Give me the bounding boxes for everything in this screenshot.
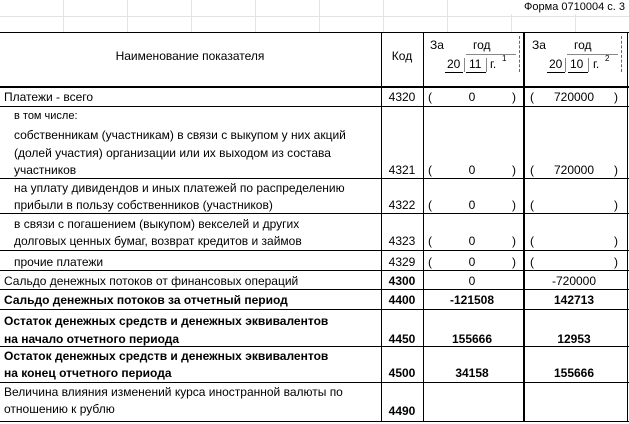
header-code-col: Код bbox=[391, 49, 413, 63]
row-4500-code: 4500 bbox=[388, 366, 416, 380]
row-4450-value-2010: 12953 bbox=[557, 332, 591, 346]
row-4323-label-line1: в связи с погашением (выкупом) векселей и других bbox=[14, 217, 300, 231]
header-period2-suffix: г. bbox=[593, 57, 600, 71]
row-4450-code: 4450 bbox=[388, 332, 416, 346]
row-4300-value-2010: -720000 bbox=[551, 274, 597, 288]
row-4450-value-2011: 155666 bbox=[451, 332, 493, 346]
row-4450-label-line2: на начало отчетного периода bbox=[4, 332, 180, 346]
header-name-col: Наименование показателя bbox=[115, 49, 265, 63]
header-period1-suffix: г. bbox=[490, 57, 497, 71]
row-4322-code: 4322 bbox=[388, 198, 416, 212]
row-4400-value-2010: 142713 bbox=[553, 293, 595, 307]
row-4329-code: 4329 bbox=[388, 255, 416, 269]
header-period2-prefix: 20 bbox=[549, 57, 563, 71]
row-4500-value-2010: 155666 bbox=[553, 366, 595, 380]
header-period1-year: 11 bbox=[469, 57, 482, 71]
row-4321-label-intro: в том числе: bbox=[14, 110, 78, 122]
row-4322-label-line1: на уплату дивидендов и иных платежей по распределению bbox=[14, 181, 345, 195]
row-4321-label-line2: (долей участия) организации или их выходом из состава bbox=[14, 146, 331, 160]
row-4322-value-2011: 0 bbox=[468, 198, 476, 212]
form-title: Форма 0710004 с. 3 bbox=[524, 1, 625, 13]
header-period2-za: За bbox=[532, 38, 546, 52]
row-4300-code: 4300 bbox=[388, 274, 416, 288]
row-4329-value-2011: 0 bbox=[468, 255, 476, 269]
row-4400-value-2011: -121508 bbox=[449, 293, 495, 307]
row-4400-label: Сальдо денежных потоков за отчетный период bbox=[4, 293, 288, 307]
row-4321-label-line1: собственникам (участникам) в связи с выкупом у них акций bbox=[14, 128, 346, 142]
header-period1-za: За bbox=[430, 38, 444, 52]
row-4320-value-2011: 0 bbox=[468, 90, 476, 104]
row-4321-value-2011: 0 bbox=[468, 163, 476, 177]
row-4300-value-2011: 0 bbox=[468, 274, 476, 288]
row-4300-label: Сальдо денежных потоков от финансовых операций bbox=[4, 274, 299, 288]
row-4490-code: 4490 bbox=[388, 404, 416, 418]
row-4323-label-line2: долговых ценных бумаг, возврат кредитов и займов bbox=[14, 234, 302, 248]
row-4329-label: прочие платежи bbox=[14, 255, 104, 269]
row-4490-label-line2: отношению к рублю bbox=[4, 402, 115, 416]
row-4323-code: 4323 bbox=[388, 234, 416, 248]
row-4321-value-2010: 720000 bbox=[553, 163, 595, 177]
row-4450-label-line1: Остаток денежных средств и денежных эквивалентов bbox=[4, 314, 329, 328]
row-4320-code: 4320 bbox=[388, 90, 416, 104]
row-4320-label: Платежи - всего bbox=[4, 90, 94, 104]
row-4321-label-line3: участников bbox=[14, 163, 77, 177]
row-4500-label-line2: на конец отчетного периода bbox=[4, 366, 172, 380]
row-4500-label-line1: Остаток денежных средств и денежных эквивалентов bbox=[4, 349, 329, 363]
row-4490-label-line1: Величина влияния изменений курса иностранной валюты по bbox=[4, 385, 343, 399]
row-4320-value-2010: 720000 bbox=[553, 90, 595, 104]
row-4321-code: 4321 bbox=[388, 163, 416, 177]
header-period1-prefix: 20 bbox=[447, 57, 461, 71]
row-4323-value-2011: 0 bbox=[468, 234, 476, 248]
header-period2-god: год bbox=[574, 38, 592, 52]
row-4500-value-2011: 34158 bbox=[455, 366, 489, 380]
row-4400-code: 4400 bbox=[388, 293, 416, 307]
header-period2-note: 2 bbox=[605, 54, 610, 63]
row-4322-label-line2: прибыли в пользу собственников (участников) bbox=[14, 198, 273, 212]
header-period1-note: 1 bbox=[502, 54, 507, 63]
header-period2-year: 10 bbox=[570, 57, 584, 71]
header-period1-god: год bbox=[473, 38, 491, 52]
